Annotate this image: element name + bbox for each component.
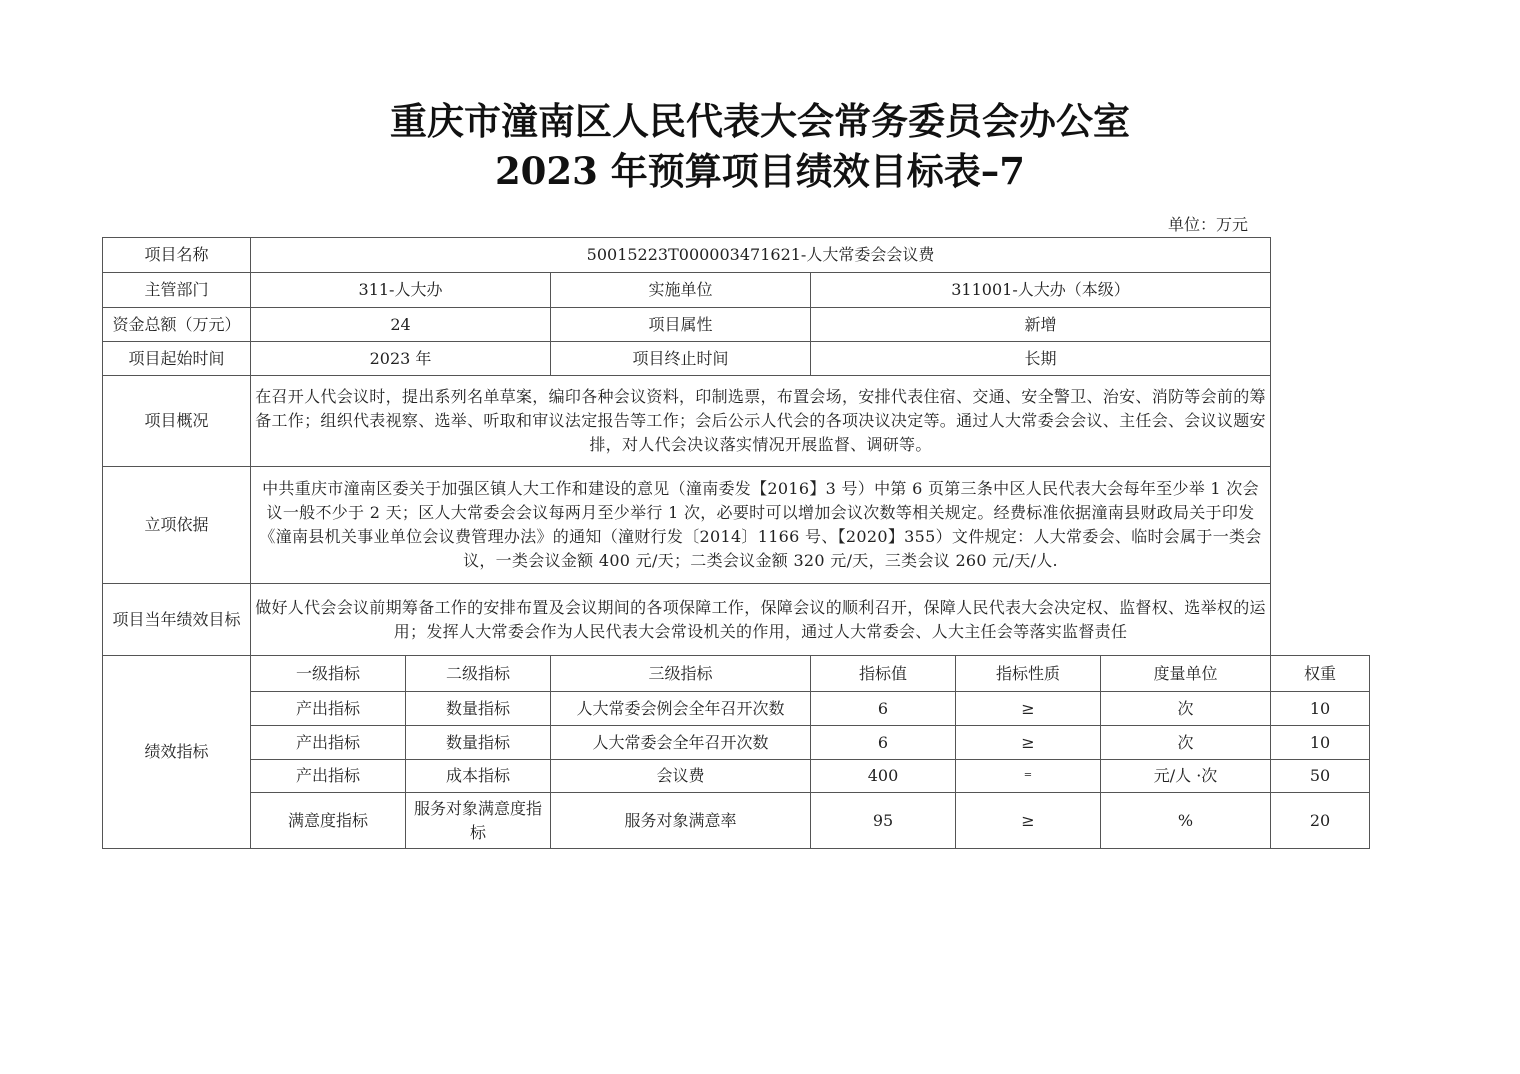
row4-nature: ≥ xyxy=(956,793,1101,849)
basis-text: 中共重庆市潼南区委关于加强区镇人大工作和建设的意见（潼南委发【2016】3 号）中第 6 页第三条中区人民代表大会每年至少举 1 次会议一般不少于 2 天；区人大常委会会议每两月至少举行 1 次，必要时可以增加会议次数等相关规定。经费标准依据潼南县财政局关于印发《潼南县机关事业单位会议费管理办法》的通知（潼财行发〔2014〕1166 号、【2020】355）文件规定：人大常委会、临时会属于一类会议，一类会议金额 400 元/天；二类会议金额 320 元/天，三类会议 260 元/天/人. xyxy=(251,467,1271,584)
table-row xyxy=(103,760,1370,793)
goal-label: 项目当年绩效目标 xyxy=(103,584,251,656)
row2-level3: 人大常委会全年召开次数 xyxy=(551,726,811,760)
funds-value: 24 xyxy=(251,308,551,342)
row3-level2: 成本指标 xyxy=(406,760,551,793)
header-level3: 三级指标 xyxy=(551,656,811,692)
row3-value: 400 xyxy=(811,760,956,793)
goal-text: 做好人代会会议前期筹备工作的安排布置及会议期间的各项保障工作，保障会议的顺利召开，保障人民代表大会决定权、监督权、选举权的运用；发挥人大常委会作为人民代表大会常设机关的作用，通过人大常委会、人大主任会等落实监督责任 xyxy=(251,584,1271,656)
row2-weight: 10 xyxy=(1271,726,1370,760)
row1-level2: 数量指标 xyxy=(406,692,551,726)
row1-value: 6 xyxy=(811,692,956,726)
title-line-1: 重庆市潼南区人民代表大会常务委员会办公室 xyxy=(390,99,1130,143)
unit-label: 单位：万元 xyxy=(1168,215,1249,234)
row-overview xyxy=(103,376,1370,467)
start-label: 项目起始时间 xyxy=(103,342,251,376)
row3-level3: 会议费 xyxy=(551,760,811,793)
row1-level1: 产出指标 xyxy=(251,692,406,726)
row4-value: 95 xyxy=(811,793,956,849)
attr-label: 项目属性 xyxy=(551,308,811,342)
table-row xyxy=(103,726,1370,760)
basis-label: 立项依据 xyxy=(103,467,251,584)
impl-unit-value: 311001-人大办（本级） xyxy=(811,273,1271,308)
table-row xyxy=(103,692,1370,726)
row2-level1: 产出指标 xyxy=(251,726,406,760)
row3-level1: 产出指标 xyxy=(251,760,406,793)
row2-level2: 数量指标 xyxy=(406,726,551,760)
attr-value: 新增 xyxy=(811,308,1271,342)
header-level2: 二级指标 xyxy=(406,656,551,692)
header-weight: 权重 xyxy=(1271,656,1370,692)
table-row xyxy=(103,793,1370,849)
row2-value: 6 xyxy=(811,726,956,760)
funds-label: 资金总额（万元） xyxy=(103,308,251,342)
row4-level1: 满意度指标 xyxy=(251,793,406,849)
row1-nature: ≥ xyxy=(956,692,1101,726)
row3-weight: 50 xyxy=(1271,760,1370,793)
row-period xyxy=(103,342,1370,376)
project-name-label: 项目名称 xyxy=(103,238,251,273)
row4-weight: 20 xyxy=(1271,793,1370,849)
row2-nature: ≥ xyxy=(956,726,1101,760)
dept-label: 主管部门 xyxy=(103,273,251,308)
row-basis xyxy=(103,467,1370,584)
end-value: 长期 xyxy=(811,342,1271,376)
row1-weight: 10 xyxy=(1271,692,1370,726)
header-level1: 一级指标 xyxy=(251,656,406,692)
row-project-name xyxy=(103,238,1370,273)
row-department xyxy=(103,273,1370,308)
end-label: 项目终止时间 xyxy=(551,342,811,376)
row1-unit: 次 xyxy=(1101,692,1271,726)
document-title xyxy=(0,96,1520,196)
start-value: 2023 年 xyxy=(251,342,551,376)
row-funds xyxy=(103,308,1370,342)
dept-value: 311-人大办 xyxy=(251,273,551,308)
title-line-2: 2023 年预算项目绩效目标表–7 xyxy=(494,149,1026,193)
row3-nature: = xyxy=(956,760,1101,793)
row3-unit: 元/人 ·次 xyxy=(1101,760,1271,793)
header-value: 指标值 xyxy=(811,656,956,692)
row4-unit: % xyxy=(1101,793,1271,849)
indicators-label: 绩效指标 xyxy=(103,656,251,849)
row4-level3: 服务对象满意率 xyxy=(551,793,811,849)
project-name-value: 50015223T000003471621-人大常委会会议费 xyxy=(251,238,1271,273)
header-nature: 指标性质 xyxy=(956,656,1101,692)
impl-unit-label: 实施单位 xyxy=(551,273,811,308)
row4-level2: 服务对象满意度指标 xyxy=(406,793,551,849)
row1-level3: 人大常委会例会全年召开次数 xyxy=(551,692,811,726)
performance-target-table xyxy=(102,237,1370,849)
overview-text: 在召开人代会议时，提出系列名单草案，编印各种会议资料，印制选票，布置会场，安排代表住宿、交通、安全警卫、治安、消防等会前的筹备工作；组织代表视察、选举、听取和审议法定报告等工作；会后公示人代会的各项决议决定等。通过人大常委会会议、主任会、会议议题安排，对人代会决议落实情况开展监督、调研等。 xyxy=(251,376,1271,467)
row-goal xyxy=(103,584,1370,656)
row2-unit: 次 xyxy=(1101,726,1271,760)
header-unit: 度量单位 xyxy=(1101,656,1271,692)
indicator-header-row xyxy=(103,656,1370,692)
overview-label: 项目概况 xyxy=(103,376,251,467)
